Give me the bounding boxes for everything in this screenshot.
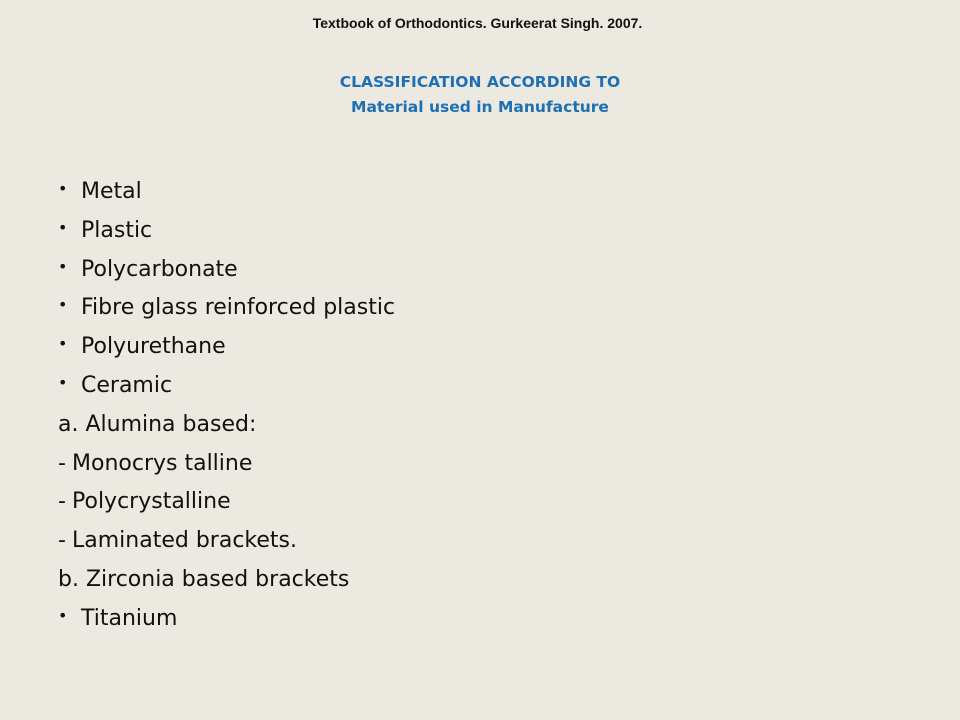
list-item-text: Titanium xyxy=(81,605,178,631)
source-citation: Textbook of Orthodontics. Gurkeerat Singh. 2007. xyxy=(312,15,643,31)
sub-item xyxy=(58,484,395,523)
list-item xyxy=(58,601,395,640)
slide-title-line-1: CLASSIFICATION ACCORDING TO xyxy=(339,73,621,91)
dash-icon: - xyxy=(58,489,66,515)
bullet-icon: • xyxy=(58,256,68,276)
classification-list xyxy=(58,174,395,640)
list-item-text: Polycrystalline xyxy=(72,489,231,515)
list-item-text: Metal xyxy=(81,179,142,204)
list-item xyxy=(58,213,395,252)
list-item-text: Monocrys talline xyxy=(72,450,253,476)
dash-icon: - xyxy=(58,450,66,476)
list-item-text: Laminated brackets. xyxy=(72,528,297,554)
bullet-icon: • xyxy=(58,179,68,198)
sub-heading-alumina xyxy=(58,407,395,446)
bullet-icon: • xyxy=(58,295,68,315)
slide-title xyxy=(0,70,960,120)
list-item-text: Fibre glass reinforced plastic xyxy=(81,295,396,321)
bullet-icon: • xyxy=(58,217,68,237)
sub-item xyxy=(58,446,395,485)
sub-heading-zirconia xyxy=(58,562,395,601)
list-item-text: Plastic xyxy=(81,217,153,243)
list-item-text: Polycarbonate xyxy=(81,256,238,282)
list-item-text: Ceramic xyxy=(81,372,173,398)
slide-title-line-2: Material used in Manufacture xyxy=(351,98,609,116)
list-item-text: b. Zirconia based brackets xyxy=(58,566,350,592)
bullet-icon: • xyxy=(58,372,68,392)
list-item xyxy=(58,290,395,329)
list-item-text: a. Alumina based: xyxy=(58,411,257,437)
list-item xyxy=(58,252,395,291)
list-item xyxy=(58,174,395,213)
list-item-text: Polyurethane xyxy=(81,334,226,360)
list-item xyxy=(58,368,395,407)
sub-item xyxy=(58,523,395,562)
bullet-icon: • xyxy=(58,605,68,625)
dash-icon: - xyxy=(58,528,66,554)
bullet-icon: • xyxy=(58,334,68,354)
list-item xyxy=(58,329,395,368)
